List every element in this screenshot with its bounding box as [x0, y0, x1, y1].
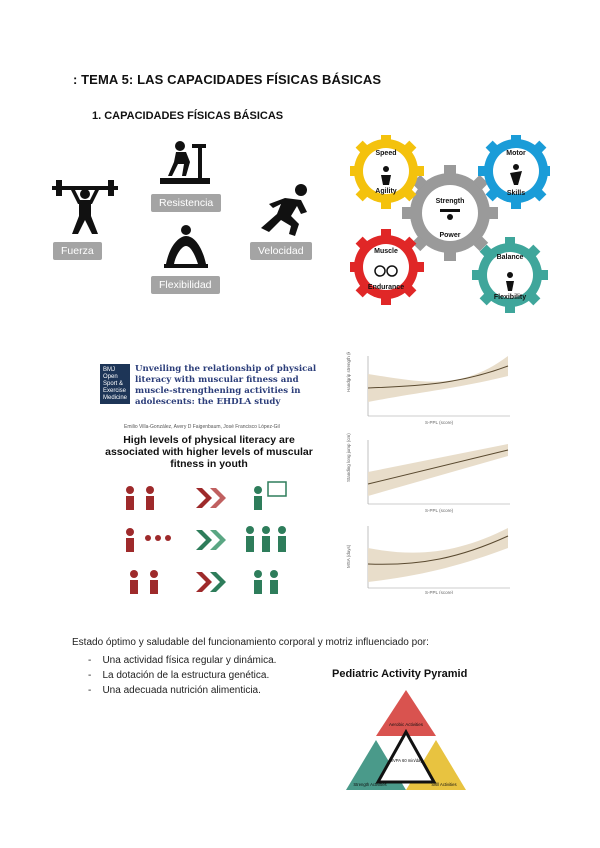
treadmill-icon — [158, 138, 212, 188]
speed-label: Speed — [375, 150, 397, 157]
list-item: - Una actividad física regular y dinámica. — [88, 655, 277, 666]
plot-2 — [346, 433, 510, 513]
row-2 — [126, 526, 286, 552]
motor-label: Motor — [506, 150, 526, 157]
list-item: - La dotación de la estructura genética. — [88, 670, 270, 681]
pyramid-right-label: Skill Activities — [431, 782, 457, 787]
tag-velocidad: Velocidad — [250, 242, 312, 260]
pyramid-title: Pediatric Activity Pyramid — [332, 668, 468, 680]
definition-text: Estado óptimo y saludable del funcionamiento corporal y motriz influenciado por: — [72, 637, 429, 648]
tag-flexibilidad: Flexibilidad — [151, 276, 220, 294]
pyramid-left-label: Strength Activities — [353, 782, 387, 787]
paper-arrows — [100, 470, 318, 600]
activity-pyramid — [340, 686, 472, 800]
speed-gear — [350, 135, 424, 209]
yoga-icon — [162, 224, 210, 270]
paper-infographic — [100, 358, 318, 594]
pyramid-center-label: MVPA 60 min/day — [389, 758, 423, 763]
muscle-gear — [350, 229, 424, 305]
fitness-gears-diagram — [350, 135, 550, 335]
plot-1-xlabel: S-PPL (score) — [425, 420, 454, 425]
plot-3-xlabel: S-PPL (score) — [425, 590, 454, 594]
section-heading: 1. CAPACIDADES FÍSICAS BÁSICAS — [92, 110, 284, 122]
flexibility-label: Flexibility — [493, 294, 527, 301]
plot-1 — [346, 352, 510, 425]
motor-gear — [478, 135, 550, 209]
tag-fuerza: Fuerza — [53, 242, 102, 260]
plot-2-xlabel: S-PPL (score) — [425, 508, 454, 513]
weightlifter-icon — [50, 178, 120, 238]
paper-headline: High levels of physical literacy are associated with higher levels of muscular fitness in youth — [105, 434, 313, 470]
strength-label: Strength — [435, 198, 465, 205]
pyramid-center — [378, 732, 434, 782]
paper-title: Unveiling the relationship of physical literacy with muscular fitness and muscle-strengthening activities in adolescents: the EHDLA study — [135, 364, 317, 407]
plot-3 — [346, 526, 510, 594]
plot-2-ylabel: Standing long jump (cm) — [346, 433, 351, 482]
row-3 — [130, 570, 278, 594]
agility-label: Agility — [375, 188, 397, 195]
skills-label: Skills — [506, 190, 526, 197]
paper-authors: Emilio Villa-González, Avery D Faigenbaum, José Francisco López-Gil — [124, 424, 280, 430]
list-item: - Una adecuada nutrición alimenticia. — [88, 685, 261, 696]
journal-logo: BMJ Open Sport & Exercise Medicine — [100, 364, 130, 404]
plot-1-ylabel: Handgrip strength (kg) — [346, 352, 351, 392]
runner-icon — [255, 182, 317, 238]
muscle-label: Muscle — [374, 248, 398, 255]
endurance-label: Endurance — [367, 284, 405, 291]
balance-label: Balance — [496, 254, 524, 261]
tag-resistencia: Resistencia — [151, 194, 221, 212]
regression-plots — [340, 352, 518, 594]
plot-3-ylabel: MSA (days) — [346, 544, 351, 568]
power-label: Power — [439, 232, 461, 239]
page-title: : TEMA 5: LAS CAPACIDADES FÍSICAS BÁSICAS — [73, 72, 382, 87]
pyramid-top-label: Aerobic Activities — [388, 722, 424, 727]
row-1 — [126, 482, 286, 510]
bullet-list — [88, 655, 276, 696]
